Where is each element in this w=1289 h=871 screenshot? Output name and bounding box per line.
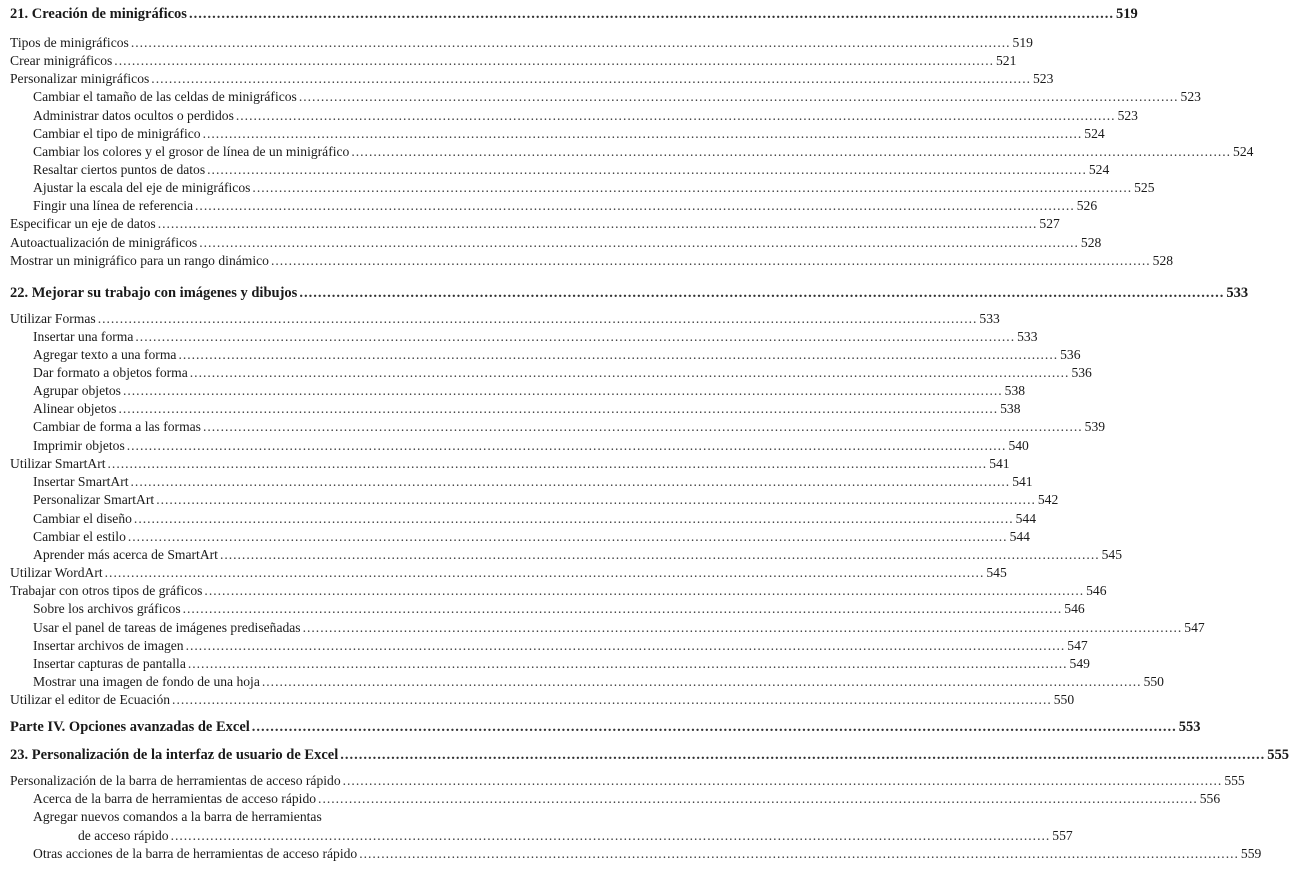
- dot-leader: ........................................................................................................................................................................................................: [207, 162, 1087, 177]
- toc-entry-page-number: 521: [995, 53, 1017, 68]
- toc-entry-page-number: 550: [1053, 692, 1075, 707]
- toc-entry: [10, 34, 1033, 52]
- toc-entry: [33, 88, 1201, 106]
- toc-entry-page-number: 539: [1084, 419, 1106, 434]
- toc-entry-title: Personalizar SmartArt: [33, 492, 155, 507]
- toc-entry-page-number: 555: [1224, 773, 1245, 788]
- dot-leader: ........................................................................................................................................................................................................: [130, 474, 1011, 489]
- toc-entry-title: Utilizar WordArt: [10, 565, 103, 580]
- dot-leader: ........................................................................................................................................................................................................: [187, 656, 1068, 671]
- toc-entry-page-number: 533: [1017, 329, 1038, 344]
- toc-entry-title: Utilizar Formas: [10, 311, 96, 326]
- toc-entry-page-number: 547: [1067, 638, 1088, 653]
- toc-entry-page-number: 536: [1071, 365, 1092, 380]
- toc-entry: [33, 346, 1081, 364]
- toc-entry-title: Insertar archivos de imagen: [33, 638, 184, 653]
- toc-entry-title: Alinear objetos: [33, 401, 117, 416]
- toc-entry-title: Aprender más acerca de SmartArt: [33, 547, 218, 562]
- toc-entry-page-number: 533: [1226, 285, 1249, 301]
- toc-entry-title: Personalización de la barra de herramientas de acceso rápido: [10, 773, 341, 788]
- toc-entry-page-number: 528: [1152, 253, 1174, 268]
- toc-entry: [33, 546, 1123, 564]
- dot-leader: ........................................................................................................................................................................................................: [359, 846, 1239, 861]
- dot-leader: ........................................................................................................................................................................................................: [204, 583, 1085, 598]
- dot-leader: ........................................................................................................................................................................................................: [157, 216, 1038, 231]
- toc-entry: [10, 310, 1000, 328]
- toc-entry-title: Cambiar el tamaño de las celdas de minigráficos: [33, 89, 297, 104]
- toc-entry: [33, 637, 1088, 655]
- toc-entry-page-number: 524: [1233, 144, 1254, 159]
- toc-entry: [33, 143, 1254, 161]
- toc-entry-title: Personalizar minigráficos: [10, 71, 150, 86]
- dot-leader: ........................................................................................................................................................................................................: [251, 719, 1177, 735]
- toc-entry-title: Fingir una línea de referencia: [33, 198, 194, 213]
- dot-leader: ........................................................................................................................................................................................................: [185, 638, 1066, 653]
- toc-entry-title: Especificar un eje de datos: [10, 216, 156, 231]
- toc-entry-title: Dar formato a objetos forma: [33, 365, 188, 380]
- toc-entry: [10, 52, 1017, 70]
- toc-entry: [33, 197, 1098, 215]
- dot-leader: ........................................................................................................................................................................................................: [178, 347, 1059, 362]
- dot-leader: ........................................................................................................................................................................................................: [133, 511, 1014, 526]
- toc-entry-title: Utilizar el editor de Ecuación: [10, 692, 171, 707]
- dot-leader: ........................................................................................................................................................................................................: [202, 126, 1083, 141]
- toc-entry-title: 22. Mejorar su trabajo con imágenes y dibujos: [10, 285, 298, 301]
- toc-heading: [10, 746, 1289, 764]
- dot-leader: ........................................................................................................................................................................................................: [156, 492, 1036, 507]
- toc-entry-title: Cambiar el estilo: [33, 529, 126, 544]
- toc-entry: [10, 564, 1007, 582]
- toc-entry-page-number: 524: [1088, 162, 1110, 177]
- toc-entry-page-number: 519: [1115, 6, 1138, 22]
- toc-entry-page-number: 542: [1037, 492, 1059, 507]
- dot-leader: ........................................................................................................................................................................................................: [118, 401, 999, 416]
- dot-leader: ........................................................................................................................................................................................................: [135, 329, 1016, 344]
- dot-leader: ........................................................................................................................................................................................................: [318, 791, 1198, 806]
- toc-entry-page-number: 538: [1004, 383, 1026, 398]
- toc-entry-title: Insertar una forma: [33, 329, 134, 344]
- toc-entry-title: Crear minigráficos: [10, 53, 113, 68]
- toc-entry-page-number: 545: [986, 565, 1007, 580]
- toc-heading: [10, 5, 1138, 23]
- toc-entry-title: Insertar SmartArt: [33, 474, 129, 489]
- toc-entry: [33, 655, 1090, 673]
- dot-leader: ........................................................................................................................................................................................................: [104, 565, 985, 580]
- dot-leader: ........................................................................................................................................................................................................: [126, 438, 1007, 453]
- toc-entry-page-number: 556: [1199, 791, 1221, 806]
- toc-entry-page-number: 525: [1134, 180, 1155, 195]
- toc-entry: [10, 582, 1107, 600]
- toc-entry-page-number: 526: [1076, 198, 1098, 213]
- toc-entry-title: Acerca de la barra de herramientas de acceso rápido: [33, 791, 317, 806]
- toc-entry-page-number: 528: [1080, 235, 1102, 250]
- dot-leader: ........................................................................................................................................................................................................: [270, 253, 1151, 268]
- dot-leader: ........................................................................................................................................................................................................: [342, 773, 1223, 788]
- toc-entry-page-number: 555: [1267, 747, 1289, 763]
- dot-leader: ........................................................................................................................................................................................................: [202, 419, 1083, 434]
- toc-entry: [33, 473, 1033, 491]
- toc-entry: [33, 437, 1029, 455]
- toc-entry: [33, 418, 1106, 436]
- toc-entry-title: Insertar capturas de pantalla: [33, 656, 186, 671]
- toc-entry-page-number: 519: [1012, 35, 1033, 50]
- toc-entry-page-number: 524: [1084, 126, 1105, 141]
- dot-leader: ........................................................................................................................................................................................................: [195, 198, 1075, 213]
- toc-entry-page-number: 553: [1178, 719, 1201, 735]
- toc-entry-page-number: 546: [1064, 601, 1085, 616]
- toc-entry: [10, 215, 1060, 233]
- toc-entry-page-number: 547: [1184, 620, 1205, 635]
- toc-entry-page-number: 546: [1086, 583, 1107, 598]
- toc-entry-page-number: 523: [1117, 108, 1138, 123]
- toc-entry-title: Autoactualización de minigráficos: [10, 235, 198, 250]
- toc-entry-title: Parte IV. Opciones avanzadas de Excel: [10, 719, 250, 735]
- toc-entry: [33, 125, 1105, 143]
- dot-leader: ........................................................................................................................................................................................................: [130, 35, 1011, 50]
- toc-entry: [33, 510, 1036, 528]
- toc-entry-page-number: 523: [1180, 89, 1201, 104]
- toc-entry: [10, 234, 1102, 252]
- toc-entry-page-number: 544: [1015, 511, 1036, 526]
- dot-leader: ........................................................................................................................................................................................................: [170, 828, 1051, 843]
- toc-entry-page-number: 536: [1060, 347, 1081, 362]
- toc-entry: [33, 600, 1085, 618]
- toc-entry: [33, 528, 1030, 546]
- toc-entry: [33, 673, 1164, 691]
- dot-leader: ........................................................................................................................................................................................................: [299, 285, 1225, 301]
- toc-entry-title: 21. Creación de minigráficos: [10, 6, 187, 22]
- toc-entry-title: Usar el panel de tareas de imágenes prediseñadas: [33, 620, 301, 635]
- toc-entry: [33, 808, 588, 826]
- toc-entry-title: Cambiar el diseño: [33, 511, 132, 526]
- toc-entry-page-number: 523: [1032, 71, 1054, 86]
- toc-entry-title: 23. Personalización de la interfaz de usuario de Excel: [10, 747, 339, 763]
- toc-entry-title: Mostrar un minigráfico para un rango dinámico: [10, 253, 269, 268]
- toc-entry-page-number: 541: [1012, 474, 1033, 489]
- toc-entry: [33, 790, 1221, 808]
- dot-leader: ........................................................................................................................................................................................................: [172, 692, 1052, 707]
- dot-leader: ........................................................................................................................................................................................................: [107, 456, 988, 471]
- toc-heading: [10, 284, 1249, 302]
- dot-leader: ........................................................................................................................................................................................................: [252, 180, 1133, 195]
- toc-entry: [33, 328, 1038, 346]
- dot-leader: ........................................................................................................................................................................................................: [122, 383, 1003, 398]
- toc-heading: [10, 718, 1201, 736]
- dot-leader: ........................................................................................................................................................................................................: [114, 53, 994, 68]
- toc-entry: [33, 161, 1110, 179]
- toc-entry-page-number: 533: [979, 311, 1000, 326]
- toc-entry: [10, 70, 1054, 88]
- toc-entry-page-number: 550: [1143, 674, 1164, 689]
- toc-entry-title: Otras acciones de la barra de herramientas de acceso rápido: [33, 846, 358, 861]
- toc-entry-page-number: 549: [1069, 656, 1090, 671]
- toc-entry-page-number: 538: [1000, 401, 1021, 416]
- dot-leader: ........................................................................................................................................................................................................: [199, 235, 1079, 250]
- dot-leader: ........................................................................................................................................................................................................: [235, 108, 1116, 123]
- toc-entry-title: Agregar texto a una forma: [33, 347, 177, 362]
- toc-entry: [33, 107, 1138, 125]
- toc-entry-title: Tipos de minigráficos: [10, 35, 129, 50]
- dot-leader: ........................................................................................................................................................................................................: [298, 89, 1179, 104]
- toc-entry-title: Trabajar con otros tipos de gráficos: [10, 583, 203, 598]
- toc-entry-title: Mostrar una imagen de fondo de una hoja: [33, 674, 260, 689]
- dot-leader: ........................................................................................................................................................................................................: [261, 674, 1142, 689]
- toc-entry-page-number: 527: [1039, 216, 1060, 231]
- dot-leader: ........................................................................................................................................................................................................: [188, 6, 1114, 22]
- toc-entry-page-number: 545: [1101, 547, 1123, 562]
- dot-leader: ........................................................................................................................................................................................................: [189, 365, 1070, 380]
- toc-entry: [10, 772, 1245, 790]
- toc-entry-page-number: 540: [1008, 438, 1029, 453]
- toc-entry: [33, 382, 1026, 400]
- dot-leader: ........................................................................................................................................................................................................: [151, 71, 1031, 86]
- toc-entry-title: Agregar nuevos comandos a la barra de herramientas: [33, 809, 322, 824]
- toc-entry: [33, 364, 1092, 382]
- toc-entry-title: Ajustar la escala del eje de minigráficos: [33, 180, 251, 195]
- toc-entry: [10, 455, 1010, 473]
- dot-leader: ........................................................................................................................................................................................................: [127, 529, 1008, 544]
- toc-entry: [78, 827, 1073, 845]
- dot-leader: ........................................................................................................................................................................................................: [219, 547, 1100, 562]
- toc-entry: [10, 252, 1174, 270]
- toc-entry: [33, 179, 1155, 197]
- toc-entry: [33, 845, 1262, 863]
- toc-entry: [33, 400, 1021, 418]
- toc-entry: [10, 691, 1075, 709]
- toc-entry-title: Cambiar el tipo de minigráfico: [33, 126, 201, 141]
- toc-entry-page-number: 557: [1052, 828, 1073, 843]
- toc-entry-page-number: 544: [1009, 529, 1030, 544]
- toc-entry-title: Cambiar los colores y el grosor de línea de un minigráfico: [33, 144, 350, 159]
- toc-entry-title: Resaltar ciertos puntos de datos: [33, 162, 206, 177]
- toc-entry-title: Agrupar objetos: [33, 383, 121, 398]
- toc-entry-title: Utilizar SmartArt: [10, 456, 106, 471]
- toc-entry-title: Administrar datos ocultos o perdidos: [33, 108, 234, 123]
- toc-entry-title: Imprimir objetos: [33, 438, 125, 453]
- toc-entry-page-number: 541: [989, 456, 1010, 471]
- dot-leader: ........................................................................................................................................................................................................: [351, 144, 1232, 159]
- toc-entry-title: de acceso rápido: [78, 828, 169, 843]
- toc-entry-title: Cambiar de forma a las formas: [33, 419, 201, 434]
- toc-entry: [33, 491, 1059, 509]
- dot-leader: ........................................................................................................................................................................................................: [340, 747, 1266, 763]
- dot-leader: ........................................................................................................................................................................................................: [182, 601, 1063, 616]
- toc-entry: [33, 619, 1205, 637]
- dot-leader: ........................................................................................................................................................................................................: [97, 311, 978, 326]
- toc-entry-page-number: 559: [1240, 846, 1262, 861]
- dot-leader: ........................................................................................................................................................................................................: [302, 620, 1183, 635]
- toc-entry-title: Sobre los archivos gráficos: [33, 601, 181, 616]
